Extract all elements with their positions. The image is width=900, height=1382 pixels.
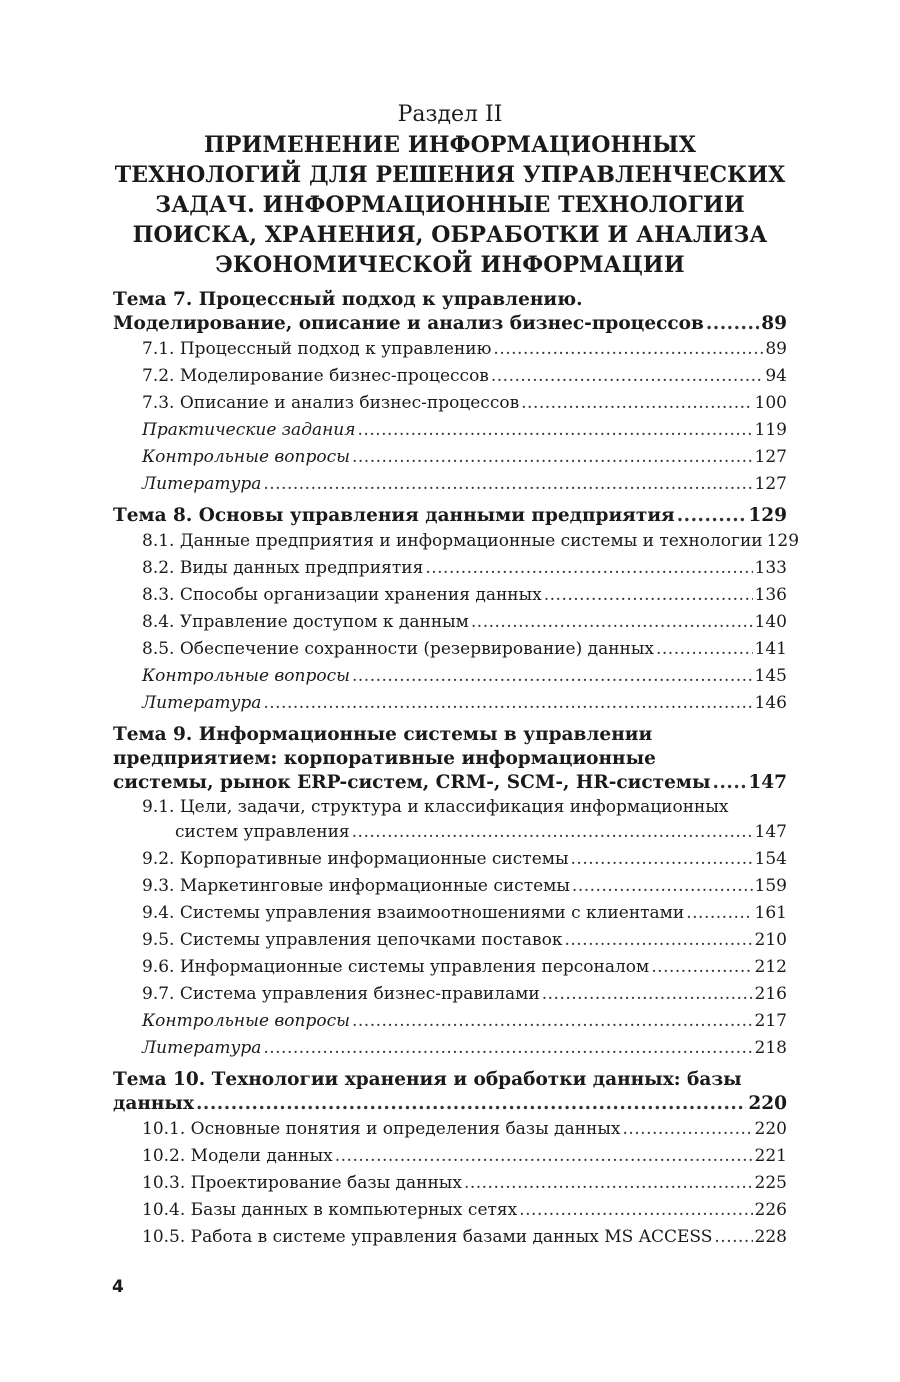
toc-entry[interactable] <box>113 390 787 417</box>
dot-leader <box>352 819 753 846</box>
topic-title-last-line: данных <box>113 1093 194 1114</box>
entry-label: Литература <box>142 474 262 494</box>
entry-label: 9.2. Корпоративные информационные системы <box>142 849 569 869</box>
topic-entries <box>113 528 800 717</box>
entry-page-number: 147 <box>754 822 787 842</box>
entry-page-number: 228 <box>754 1227 787 1247</box>
entry-label: 7.3. Описание и анализ бизнес-процессов <box>142 393 520 413</box>
topic-8 <box>113 504 800 717</box>
section-title-line: ЭКОНОМИЧЕСКОЙ ИНФОРМАЦИИ <box>215 252 685 278</box>
toc-entry[interactable] <box>113 555 787 582</box>
topic-page-number: 147 <box>748 772 787 793</box>
entry-label: 9.3. Маркетинговые информационные системы <box>142 876 570 896</box>
toc-entry[interactable] <box>113 336 787 363</box>
toc-entry-multiline[interactable] <box>113 795 787 846</box>
entry-page-number: 141 <box>754 639 787 659</box>
section-title <box>113 130 787 280</box>
entry-label: 8.4. Управление доступом к данным <box>142 612 469 632</box>
toc-entry[interactable] <box>113 981 787 1008</box>
dot-leader <box>471 609 753 636</box>
entry-label: Литература <box>142 693 262 713</box>
topic-title-row <box>113 504 787 528</box>
toc-entry[interactable] <box>113 1008 787 1035</box>
dot-leader <box>358 417 753 444</box>
dot-leader <box>263 471 752 498</box>
toc-entry[interactable] <box>113 1116 787 1143</box>
toc-entry[interactable] <box>113 417 787 444</box>
entry-label: 8.3. Способы организации хранения данных <box>142 585 542 605</box>
entry-label: 8.1. Данные предприятия и информационные системы и технологии <box>142 531 763 551</box>
topic-entries <box>113 846 787 1062</box>
entry-label: 8.2. Виды данных предприятия <box>142 558 424 578</box>
dot-leader <box>352 1008 753 1035</box>
topic-9 <box>113 723 787 1062</box>
toc-entry[interactable] <box>113 900 787 927</box>
entry-label: 9.7. Система управления бизнес-правилами <box>142 984 540 1004</box>
entry-label: систем управления <box>175 822 350 842</box>
dot-leader <box>263 690 752 717</box>
dot-leader <box>493 336 763 363</box>
entry-page-number: 146 <box>754 693 787 713</box>
toc-entry[interactable] <box>113 927 787 954</box>
toc-entry[interactable] <box>113 1170 787 1197</box>
toc-page <box>113 100 800 1257</box>
entry-label: 7.2. Моделирование бизнес-процессов <box>142 366 489 386</box>
toc-entry[interactable] <box>113 363 787 390</box>
entry-page-number: 218 <box>754 1038 787 1058</box>
entry-page-number: 127 <box>754 474 787 494</box>
dot-leader <box>713 771 747 795</box>
entry-page-number: 100 <box>754 393 787 413</box>
entry-page-number: 133 <box>754 558 787 578</box>
entry-page-number: 159 <box>754 876 787 896</box>
toc-entry[interactable] <box>113 1035 787 1062</box>
topic-title[interactable] <box>113 504 787 528</box>
page-number: 4 <box>112 1277 124 1297</box>
dot-leader <box>706 312 759 336</box>
dot-leader <box>714 1224 752 1251</box>
entry-label: 10.5. Работа в системе управления базами данных MS ACCESS <box>142 1227 713 1247</box>
dot-leader <box>464 1170 753 1197</box>
topic-title-line: Тема 7. Процессный подход к управлению. <box>113 289 583 310</box>
dot-leader <box>686 900 752 927</box>
dot-leader <box>622 1116 752 1143</box>
entry-label: 9.5. Системы управления цепочками поставок <box>142 930 563 950</box>
section-title-line: ЗАДАЧ. ИНФОРМАЦИОННЫЕ ТЕХНОЛОГИИ <box>155 192 745 218</box>
dot-leader <box>425 555 752 582</box>
topic-10 <box>113 1068 787 1251</box>
topic-entries <box>113 1116 787 1251</box>
entry-page-number: 216 <box>754 984 787 1004</box>
entry-label-first-line: 9.1. Цели, задачи, структура и классификация информационных <box>142 797 729 817</box>
entry-label: 9.6. Информационные системы управления персоналом <box>142 957 650 977</box>
toc-entry[interactable] <box>113 1143 787 1170</box>
topic-title-line: Тема 9. Информационные системы в управлении <box>113 724 653 745</box>
dot-leader <box>352 444 753 471</box>
section-title-line: ТЕХНОЛОГИЙ ДЛЯ РЕШЕНИЯ УПРАВЛЕНЧЕСКИХ <box>114 162 786 188</box>
dot-leader <box>544 582 753 609</box>
dot-leader <box>656 636 753 663</box>
topic-title-row <box>113 312 787 336</box>
entry-label: Контрольные вопросы <box>142 1011 350 1031</box>
entry-label: 8.5. Обеспечение сохранности (резервирование) данных <box>142 639 654 659</box>
topic-page-number: 89 <box>761 313 787 334</box>
entry-label: 9.4. Системы управления взаимоотношениями с клиентами <box>142 903 685 923</box>
dot-leader <box>651 954 752 981</box>
entry-page-number: 212 <box>754 957 787 977</box>
toc-entry[interactable] <box>113 582 787 609</box>
entry-page-number: 119 <box>754 420 787 440</box>
toc-entry[interactable] <box>113 954 787 981</box>
dot-leader <box>519 1197 752 1224</box>
entry-continuation <box>142 819 787 846</box>
toc-entry[interactable] <box>113 690 787 717</box>
dot-leader <box>542 981 753 1008</box>
toc-entry[interactable] <box>113 444 787 471</box>
entry-label: 7.1. Процессный подход к управлению <box>142 339 492 359</box>
topic-title[interactable] <box>113 288 787 336</box>
entry-page-number: 161 <box>754 903 787 923</box>
dot-leader <box>263 1035 752 1062</box>
topic-page-number: 220 <box>748 1093 787 1114</box>
entry-label: 10.2. Модели данных <box>142 1146 333 1166</box>
dot-leader <box>196 1092 746 1116</box>
dot-leader <box>572 873 753 900</box>
entry-page-number: 129 <box>766 531 800 551</box>
section-title-line: ПОИСКА, ХРАНЕНИЯ, ОБРАБОТКИ И АНАЛИЗА <box>132 222 768 248</box>
entry-label: Контрольные вопросы <box>142 447 350 467</box>
topic-title-row <box>113 771 787 795</box>
entry-page-number: 145 <box>754 666 787 686</box>
topic-title[interactable] <box>113 1068 787 1116</box>
entry-page-number: 89 <box>765 339 787 359</box>
entry-page-number: 210 <box>754 930 787 950</box>
entry-label: 10.3. Проектирование базы данных <box>142 1173 462 1193</box>
entry-page-number: 221 <box>754 1146 787 1166</box>
entry-page-number: 127 <box>754 447 787 467</box>
entry-page-number: 225 <box>754 1173 787 1193</box>
entry-page-number: 226 <box>754 1200 787 1220</box>
section-heading <box>113 100 787 280</box>
toc-entry[interactable] <box>113 471 787 498</box>
dot-leader <box>352 663 753 690</box>
entry-label: Литература <box>142 1038 262 1058</box>
toc-entry[interactable] <box>113 636 787 663</box>
entry-page-number: 136 <box>754 585 787 605</box>
dot-leader <box>491 363 763 390</box>
topic-7 <box>113 288 787 498</box>
section-label: Раздел II <box>397 102 503 127</box>
entry-page-number: 154 <box>754 849 787 869</box>
entry-label: Практические задания <box>142 420 356 440</box>
topic-title-last-line: системы, рынок ERP-систем, CRM-, SCM-, HR-системы <box>113 772 711 793</box>
dot-leader <box>521 390 752 417</box>
entry-page-number: 220 <box>754 1119 787 1139</box>
toc-entry[interactable] <box>113 1224 787 1251</box>
dot-leader <box>571 846 753 873</box>
entry-label: 10.4. Базы данных в компьютерных сетях <box>142 1200 518 1220</box>
topic-entries <box>113 336 787 498</box>
topic-title-line: предприятием: корпоративные информационные <box>113 748 656 769</box>
toc-entry[interactable] <box>113 609 787 636</box>
toc-entry[interactable] <box>113 528 800 555</box>
entry-label: 10.1. Основные понятия и определения базы данных <box>142 1119 621 1139</box>
entry-page-number: 94 <box>765 366 787 386</box>
entry-page-number: 217 <box>754 1011 787 1031</box>
toc-entry[interactable] <box>113 663 787 690</box>
toc-entry[interactable] <box>113 873 787 900</box>
toc-entry[interactable] <box>113 1197 787 1224</box>
section-title-line: ПРИМЕНЕНИЕ ИНФОРМАЦИОННЫХ <box>204 132 696 158</box>
topic-title-last-line: Тема 8. Основы управления данными предприятия <box>113 505 675 526</box>
entry-page-number: 140 <box>754 612 787 632</box>
dot-leader <box>677 504 747 528</box>
topic-title-last-line: Моделирование, описание и анализ бизнес-процессов <box>113 313 704 334</box>
topic-page-number: 129 <box>748 505 787 526</box>
toc-entry[interactable] <box>113 846 787 873</box>
dot-leader <box>564 927 752 954</box>
topic-title-line: Тема 10. Технологии хранения и обработки данных: базы <box>113 1069 742 1090</box>
topic-title-row <box>113 1092 787 1116</box>
dot-leader <box>335 1143 753 1170</box>
entry-label: Контрольные вопросы <box>142 666 350 686</box>
topic-title[interactable] <box>113 723 787 795</box>
